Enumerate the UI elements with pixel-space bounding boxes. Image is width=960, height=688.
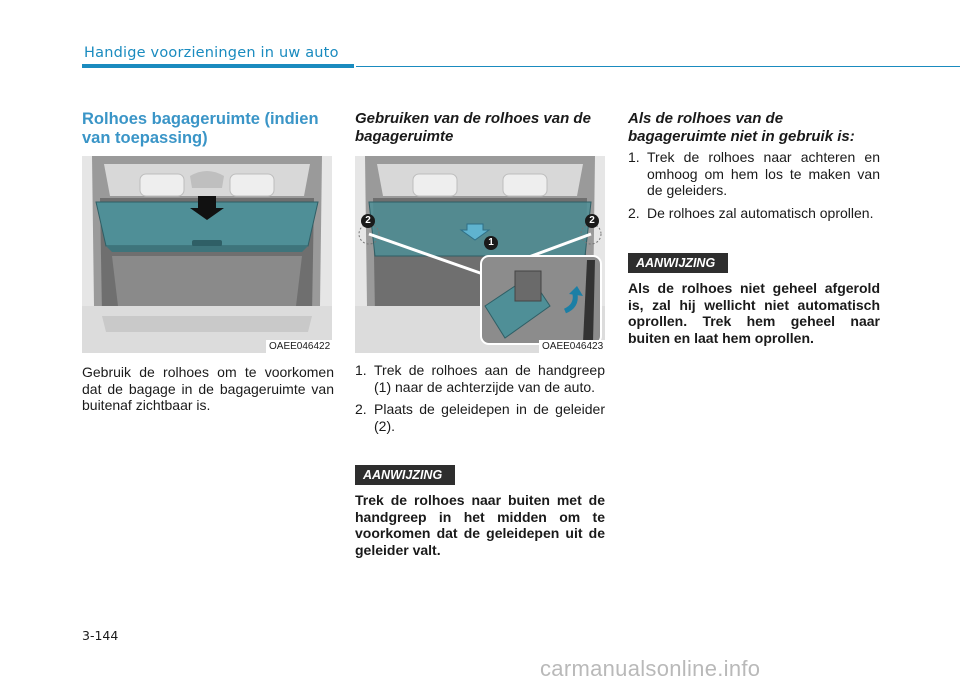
step-text: Plaats de geleidepen in de geleider (2). [374, 401, 605, 434]
not-in-use-heading: Als de rolhoes van de bagageruimte niet in gebruik is: [628, 110, 855, 145]
watermark: carmanualsonline.info [540, 656, 761, 681]
list-item [355, 362, 605, 395]
step-text: De rolhoes zal automatisch oprollen. [647, 204, 874, 221]
callout-2-left: 2 [361, 214, 375, 228]
step-number: 1. [355, 362, 367, 378]
usage-steps [355, 362, 605, 440]
callout-1: 1 [484, 236, 498, 250]
handle-guide-photo [355, 156, 605, 353]
step-text: Trek de rolhoes aan de handgreep (1) naar de achterzijde van de auto. [374, 362, 605, 395]
cargo-cover-illustration [82, 156, 332, 353]
cargo-cover-photo [82, 156, 332, 353]
page-number: 3-144 [82, 628, 119, 643]
image-caption: OAEE046423 [539, 340, 606, 353]
note-badge: AANWIJZING [355, 465, 455, 485]
section-title: Handige voorzieningen in uw auto [84, 45, 339, 61]
handle-guide-illustration [355, 156, 605, 353]
note-text: Als de rolhoes niet geheel afgerold is, zal hij wellicht niet automatisch oprollen. Trek hem geheel naar buiten en laat hem oprollen. [628, 280, 880, 346]
not-in-use-steps [628, 149, 880, 227]
header-rule-accent [82, 64, 354, 68]
list-item [628, 149, 880, 199]
note-badge: AANWIJZING [628, 253, 728, 273]
step-number: 1. [628, 149, 640, 165]
cover-paragraph: Gebruik de rolhoes om te voorkomen dat de bagage in de bagageruimte van buitenaf zichtbaar is. [82, 364, 334, 413]
usage-heading: Gebruiken van de rolhoes van de bagageruimte [355, 110, 591, 145]
step-number: 2. [628, 204, 640, 221]
image-caption: OAEE046422 [266, 340, 333, 353]
list-item [628, 205, 880, 222]
note-text: Trek de rolhoes naar buiten met de handgreep in het midden om te voorkomen dat de geleidepen uit de geleider valt. [355, 492, 605, 558]
callout-2-right: 2 [585, 214, 599, 228]
step-number: 2. [355, 401, 367, 417]
list-item [355, 401, 605, 434]
header-rule [356, 66, 960, 68]
step-text: Trek de rolhoes naar achteren en omhoog om hem los te maken van de geleiders. [647, 149, 880, 198]
cover-heading: Rolhoes bagageruimte (indien van toepassing) [82, 110, 319, 147]
